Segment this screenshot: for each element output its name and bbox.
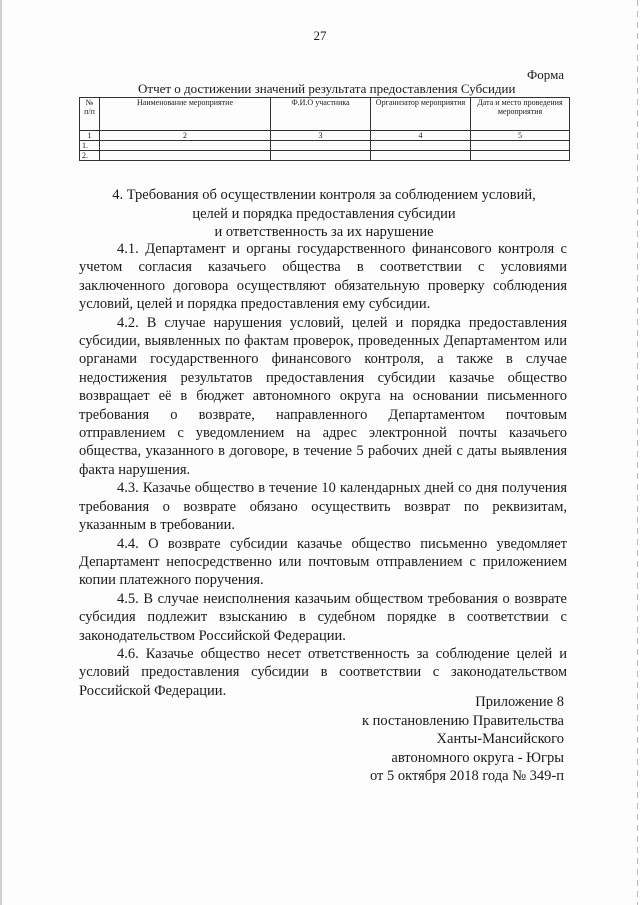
header-cell: Организатор мероприятия xyxy=(371,98,471,131)
table-cell: 2. xyxy=(80,151,100,161)
table-cell xyxy=(271,151,371,161)
table-row xyxy=(80,141,570,151)
report-table xyxy=(79,97,570,161)
table-cell xyxy=(471,141,570,151)
header-cell: Наименование мероприятие xyxy=(100,98,271,131)
column-number-cell: 5 xyxy=(471,131,570,141)
paragraph-4-3: 4.3. Казачье общество в течение 10 календарных дней со дня получения требования о возврате обязано осуществить возврат по реквизитам, указанным в требовании. xyxy=(79,480,567,534)
section-title-line: 4. Требования об осуществлении контроля за соблюдением условий, xyxy=(112,187,536,203)
table-cell xyxy=(271,141,371,151)
scan-edge-right xyxy=(637,0,638,905)
report-title: Отчет о достижении значений результата предоставления Субсидии xyxy=(138,81,516,96)
appendix-block xyxy=(264,693,564,786)
table-cell xyxy=(471,151,570,161)
column-number-cell: 4 xyxy=(371,131,471,141)
section-title-line: целей и порядка предоставления субсидии xyxy=(192,205,456,222)
page-number: 27 xyxy=(313,28,327,43)
header-cell: Ф.И.О участника xyxy=(271,98,371,131)
table-cell xyxy=(100,151,271,161)
header-cell: Дата и место проведения мероприятия xyxy=(471,98,570,131)
table-cell xyxy=(371,141,471,151)
section-title xyxy=(79,186,569,242)
paragraph-4-6: 4.6. Казачье общество несет ответственность за соблюдение целей и условий предоставления субсидии в соответствии с законодательством Российской Федерации. xyxy=(79,645,567,699)
scan-edge-left xyxy=(0,0,2,905)
section-body xyxy=(79,240,567,700)
column-number-cell: 1 xyxy=(80,131,100,141)
section-title-line: и ответственность за их нарушение xyxy=(214,224,434,240)
paragraph-4-1: 4.1. Департамент и органы государственного финансового контроля с учетом согласия казачьего общества в соответствии с условиями заключенного договора осуществляют обязательную проверку соблюдения условий, целей и порядка предоставления ему субсидии. xyxy=(79,241,567,313)
paragraph-4-2: 4.2. В случае нарушения условий, целей и порядка предоставления субсидии, выявленных по фактам проверок, проведенных Департаментом или органами государственного финансового контроля, а также в случае недостижения результатов предоставления субсидии казачье общество возвращает её в бюджет автономного округа на основании письменного требования о возврате, направленного Департаментом почтовым отправлением с уведомлением на адрес электронной почты казачьего общества, указанного в договоре, в течение 5 рабочих дней с даты выявления факта нарушения. xyxy=(79,314,567,478)
appendix-line: Приложение 8 xyxy=(475,694,564,710)
column-number-cell: 3 xyxy=(271,131,371,141)
paragraph-4-4: 4.4. О возврате субсидии казачье общество письменно уведомляет Департамент непосредственно или почтовым отправлением с приложением копии платежного поручения. xyxy=(79,535,567,589)
appendix-line: Ханты-Мансийского xyxy=(436,731,564,747)
table-cell: 1. xyxy=(80,141,100,151)
appendix-line: от 5 октября 2018 года № 349-п xyxy=(369,768,564,784)
form-label: Форма xyxy=(527,67,564,82)
column-number-cell: 2 xyxy=(100,131,271,141)
paragraph-4-5: 4.5. В случае неисполнения казачьим обществом требования о возврате субсидия подлежит взысканию в судебном порядке в соответствии с законодательством Российской Федерации. xyxy=(79,590,567,644)
table-cell xyxy=(100,141,271,151)
table-header-row xyxy=(80,98,570,131)
appendix-line: к постановлению Правительства xyxy=(362,712,564,729)
table-row xyxy=(80,151,570,161)
table-cell xyxy=(371,151,471,161)
table-column-number-row xyxy=(80,131,570,141)
appendix-line: автономного округа - Югры xyxy=(391,749,564,766)
header-cell: № п/п xyxy=(80,98,100,131)
